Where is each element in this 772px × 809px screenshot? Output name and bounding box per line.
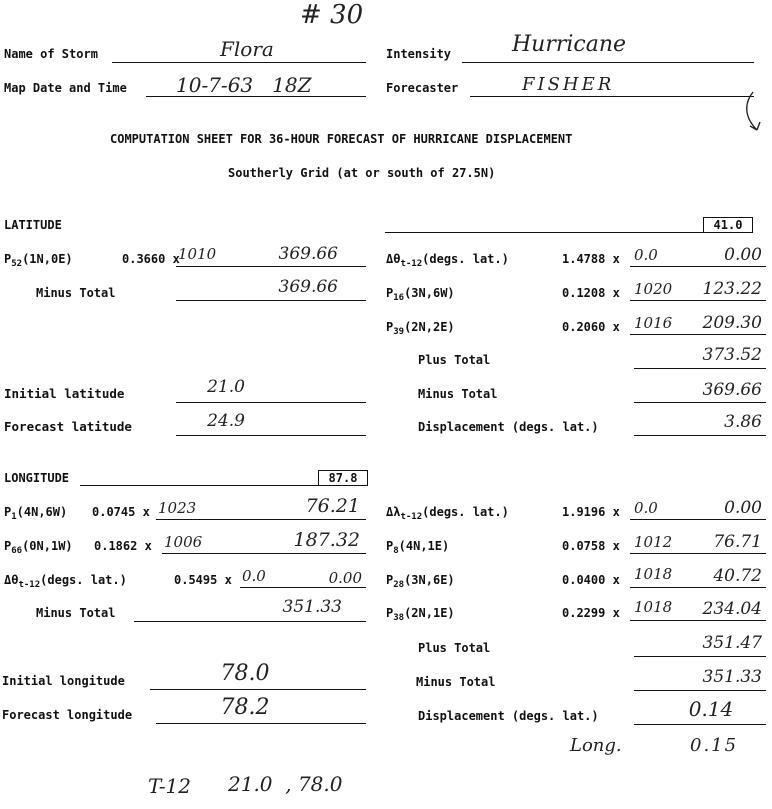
lon-p66-product: 187.32 bbox=[293, 529, 360, 551]
lon-p66-value: 1006 bbox=[164, 533, 203, 551]
lon-p38-underline bbox=[630, 620, 766, 621]
lat-forecast-label: Forecast latitude bbox=[4, 419, 132, 434]
lon-p8-underline bbox=[630, 553, 766, 554]
lon-minus-total2-value: 351.33 bbox=[702, 667, 762, 687]
note-t12-label: T-12 bbox=[148, 774, 191, 798]
lat-forecast-underline bbox=[176, 435, 366, 436]
lat-displacement-value: 3.86 bbox=[724, 412, 762, 432]
lat-p16-product: 123.22 bbox=[702, 279, 762, 299]
lon-p28-product: 40.72 bbox=[713, 566, 762, 586]
lon-p1-coef: 0.0745 x bbox=[92, 505, 150, 519]
lat-displacement-label: Displacement (degs. lat.) bbox=[418, 420, 599, 434]
lon-plus-total-label: Plus Total bbox=[418, 641, 491, 655]
lat-p16-coef: 0.1208 x bbox=[562, 286, 620, 300]
lon-dtheta-value: 0.0 bbox=[242, 567, 266, 585]
lat-initial-value: 21.0 bbox=[207, 377, 245, 397]
lon-plus-total-underline bbox=[634, 656, 766, 657]
lon-p8-coef: 0.0758 x bbox=[562, 539, 620, 553]
lat-p39-value: 1016 bbox=[634, 314, 673, 332]
longitude-box: 87.8 bbox=[318, 470, 368, 486]
lon-p28-underline bbox=[630, 587, 766, 588]
lon-p1-value: 1023 bbox=[158, 499, 197, 517]
lon-plus-total-value: 351.47 bbox=[702, 633, 762, 653]
storm-value: Flora bbox=[220, 37, 274, 61]
lat-forecast-value: 24.9 bbox=[207, 411, 245, 431]
lon-p38-label: $P_{38}(2N,1E)$ bbox=[386, 606, 455, 623]
lat-p52-coef: 0.3660 x bbox=[122, 252, 180, 266]
forecaster-value: FISHER bbox=[522, 74, 615, 95]
lon-minus-total-underline bbox=[134, 621, 366, 622]
longitude-heading-line bbox=[80, 485, 318, 486]
lon-p38-value: 1018 bbox=[634, 598, 673, 616]
lon-p28-coef: 0.0400 x bbox=[562, 573, 620, 587]
lon-forecast-value: 78.2 bbox=[220, 695, 270, 720]
lon-displacement-label: Displacement (degs. lat.) bbox=[418, 709, 599, 723]
lat-p39-product: 209.30 bbox=[702, 313, 762, 333]
lon-minus-total-value: 351.33 bbox=[282, 597, 342, 617]
longitude-heading: LONGITUDE bbox=[4, 471, 70, 485]
lat-minus-total-value: 369.66 bbox=[278, 277, 338, 297]
lon-displacement-value: 0.14 bbox=[688, 697, 734, 721]
sheet-title: COMPUTATION SHEET FOR 36-HOUR FORECAST OF HURRICANE DISPLACEMENT bbox=[110, 132, 573, 146]
lon-p8-product: 76.71 bbox=[713, 532, 762, 552]
lon-p1-underline bbox=[156, 519, 366, 520]
lon-p38-product: 234.04 bbox=[702, 599, 762, 619]
map-value: 10-7-63 18Z bbox=[176, 73, 312, 97]
intensity-label: Intensity bbox=[386, 47, 452, 61]
lon-dtheta-underline bbox=[240, 587, 366, 588]
lat-p52-product: 369.66 bbox=[278, 244, 338, 264]
lat-p16-underline bbox=[630, 300, 766, 301]
lon-p1-product: 76.21 bbox=[305, 495, 360, 517]
lat-minus-total-label: Minus Total bbox=[36, 286, 116, 300]
arrow-mark bbox=[735, 90, 771, 140]
lat-p39-underline bbox=[630, 334, 766, 335]
lat-plus-total-value: 373.52 bbox=[702, 345, 762, 365]
lat-plus-total-underline bbox=[634, 368, 766, 369]
note-long-label: Long. bbox=[570, 735, 622, 756]
lat-initial-underline bbox=[176, 402, 366, 403]
lat-p39-label: $P_{39}(2N,2E)$ bbox=[386, 320, 455, 337]
lat-dtheta-label: $\Delta\theta_{t-12}(degs$. lat.) bbox=[386, 252, 509, 269]
lat-displacement-underline bbox=[634, 435, 766, 436]
lon-dtheta-product: 0.00 bbox=[328, 569, 362, 587]
latitude-heading: LATITUDE bbox=[4, 218, 62, 232]
lon-p8-value: 1012 bbox=[634, 533, 673, 551]
lon-dlambda-underline bbox=[630, 519, 766, 520]
lon-minus-total-label: Minus Total bbox=[36, 606, 116, 620]
lon-p66-underline bbox=[162, 553, 366, 554]
lat-dtheta-product: 0.00 bbox=[724, 245, 762, 265]
lon-displacement-underline bbox=[634, 724, 766, 725]
latitude-box: 41.0 bbox=[703, 217, 753, 233]
note-long-value: 0.15 bbox=[690, 735, 739, 756]
intensity-value: Hurricane bbox=[512, 32, 627, 57]
lat-minus-total2-value: 369.66 bbox=[702, 380, 762, 400]
lon-forecast-label: Forecast longitude bbox=[2, 708, 133, 722]
lon-minus-total2-underline bbox=[634, 690, 766, 691]
form-number: # 30 bbox=[300, 0, 364, 30]
lon-minus-total2-label: Minus Total bbox=[416, 675, 496, 689]
lon-p38-coef: 0.2299 x bbox=[562, 606, 620, 620]
lon-p66-coef: 0.1862 x bbox=[94, 539, 152, 553]
sheet-subtitle: Southerly Grid (at or south of 27.5N) bbox=[228, 166, 496, 180]
lon-forecast-underline bbox=[156, 723, 366, 724]
lon-initial-value: 78.0 bbox=[220, 661, 270, 686]
lon-p1-label: $P_1(4N,6W)$ bbox=[4, 505, 68, 522]
lon-p66-label: $P_{66}(0N,1W)$ bbox=[4, 539, 73, 556]
lon-dtheta-label: $\Delta\theta_{t-12}(degs$. lat.) bbox=[4, 573, 127, 590]
lon-initial-underline bbox=[150, 689, 366, 690]
intensity-underline bbox=[462, 62, 754, 63]
lon-dlambda-value: 0.0 bbox=[634, 499, 658, 517]
lat-dtheta-coef: 1.4788 x bbox=[562, 252, 620, 266]
lon-p28-label: $P_{28}(3N,6E)$ bbox=[386, 573, 455, 590]
lat-minus-total2-underline bbox=[634, 402, 766, 403]
storm-label: Name of Storm bbox=[4, 47, 98, 61]
lat-dtheta-value: 0.0 bbox=[634, 246, 658, 264]
map-label: Map Date and Time bbox=[4, 81, 127, 95]
forecaster-label: Forecaster bbox=[386, 81, 459, 95]
storm-underline bbox=[112, 62, 366, 63]
lat-initial-label: Initial latitude bbox=[4, 386, 125, 401]
lon-p8-label: $P_8(4N,1E)$ bbox=[386, 539, 450, 556]
lon-dlambda-label: $\Delta\lambda_{t-12}(degs$. lat.) bbox=[386, 505, 509, 522]
lon-p28-value: 1018 bbox=[634, 565, 673, 583]
lon-dtheta-coef: 0.5495 x bbox=[174, 573, 232, 587]
lat-p16-label: $P_{16}(3N,6W)$ bbox=[386, 286, 455, 303]
lat-p52-label: $P_{52}(1N,0E)$ bbox=[4, 252, 73, 269]
lon-dlambda-coef: 1.9196 x bbox=[562, 505, 620, 519]
lat-minus-total-underline bbox=[176, 300, 366, 301]
lat-p39-coef: 0.2060 x bbox=[562, 320, 620, 334]
lon-dlambda-product: 0.00 bbox=[724, 498, 762, 518]
lat-dtheta-underline bbox=[630, 266, 766, 267]
latitude-right-line bbox=[385, 232, 703, 233]
lat-p52-value: 1010 bbox=[178, 245, 217, 263]
lat-minus-total2-label: Minus Total bbox=[418, 387, 498, 401]
lat-p16-value: 1020 bbox=[634, 280, 673, 298]
note-t12-value: 21.0 , 78.0 bbox=[228, 772, 343, 796]
lat-plus-total-label: Plus Total bbox=[418, 353, 491, 367]
forecaster-underline bbox=[470, 96, 754, 97]
lon-initial-label: Initial longitude bbox=[2, 674, 125, 688]
lat-p52-underline bbox=[176, 266, 366, 267]
